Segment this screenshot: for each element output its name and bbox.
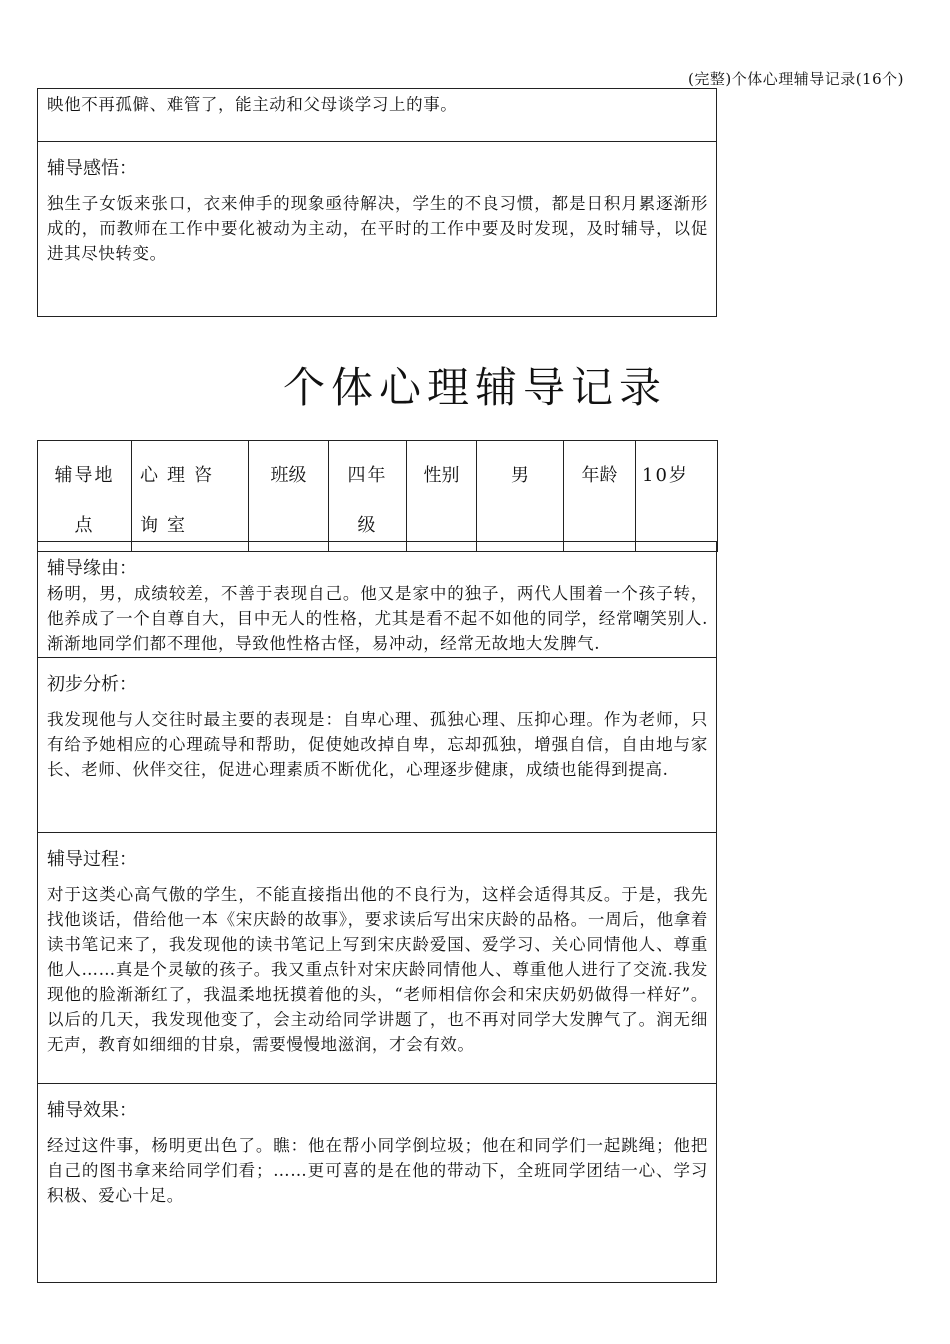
reflection-section xyxy=(37,141,717,317)
age-value: 10岁 xyxy=(636,441,718,552)
reason-text: 杨明，男，成绩较差，不善于表现自己。他又是家中的独子，两代人围着一个孩子转，他养成了一个自尊自大，目中无人的性格，尤其是看不起不如他的同学，经常嘲笑别人.渐渐地同学们都不理他，导致他性格古怪，易冲动，经常无故地大发脾气. xyxy=(47,584,708,653)
continued-section xyxy=(37,88,717,142)
process-text: 对于这类心高气傲的学生，不能直接指出他的不良行为，这样会适得其反。于是，我先找他谈话，借给他一本《宋庆龄的故事》，要求读后写出宋庆龄的品格。一周后，他拿着读书笔记来了，我发现他的读书笔记上写到宋庆龄爱国、爱学习、关心同情他人、尊重他人……真是个灵敏的孩子。我又重点针对宋庆龄同情他人、尊重他人进行了交流.我发现他的脸渐渐红了，我温柔地抚摸着他的头，“老师相信你会和宋庆奶奶做得一样好”。以后的几天，我发现他变了，会主动给同学讲题了，也不再对同学大发脾气了。润无细无声，教育如细细的甘泉，需要慢慢地滋润，才会有效。 xyxy=(47,885,708,1054)
info-table xyxy=(37,440,718,552)
analysis-section xyxy=(37,657,717,833)
process-section xyxy=(37,832,717,1084)
analysis-title: 初步分析： xyxy=(47,674,137,695)
reason-section xyxy=(37,541,717,658)
gender-label: 性别 xyxy=(407,441,477,552)
page-title: 个体心理辅导记录 xyxy=(282,363,667,412)
reflection-text: 独生子女饭来张口，衣来伸手的现象亟待解决，学生的不良习惯，都是日积月累逐渐形成的，而教师在工作中要化被动为主动，在平时的工作中要及时发现，及时辅导，以促进其尽快转变。 xyxy=(47,194,708,263)
reflection-title: 辅导感悟： xyxy=(47,158,137,179)
class-label: 班级 xyxy=(249,441,329,552)
effect-title: 辅导效果： xyxy=(47,1100,137,1121)
continued-text: 映他不再孤僻、难管了，能主动和父母谈学习上的事。 xyxy=(47,95,458,114)
analysis-text: 我发现他与人交往时最主要的表现是：自卑心理、孤独心理、压抑心理。作为老师，只有给予她相应的心理疏导和帮助，促使她改掉自卑，忘却孤独，增强自信，自由地与家长、老师、伙伴交往，促进心理素质不断优化，心理逐步健康，成绩也能得到提高. xyxy=(47,710,708,779)
age-label: 年龄 xyxy=(564,441,636,552)
place-value: 心理咨询室 xyxy=(132,441,249,552)
process-title: 辅导过程： xyxy=(47,849,137,870)
class-value: 四年级 xyxy=(329,441,407,552)
reason-title: 辅导缘由： xyxy=(47,558,137,579)
page-header: (完整)个体心理辅导记录(16个) xyxy=(688,70,904,88)
effect-text: 经过这件事，杨明更出色了。瞧：他在帮小同学倒垃圾；他在和同学们一起跳绳；他把自己的图书拿来给同学们看；……更可喜的是在他的带动下，全班同学团结一心、学习积极、爱心十足。 xyxy=(47,1136,708,1205)
effect-section xyxy=(37,1083,717,1283)
place-label: 辅导地点 xyxy=(38,441,132,552)
gender-value: 男 xyxy=(477,441,564,552)
